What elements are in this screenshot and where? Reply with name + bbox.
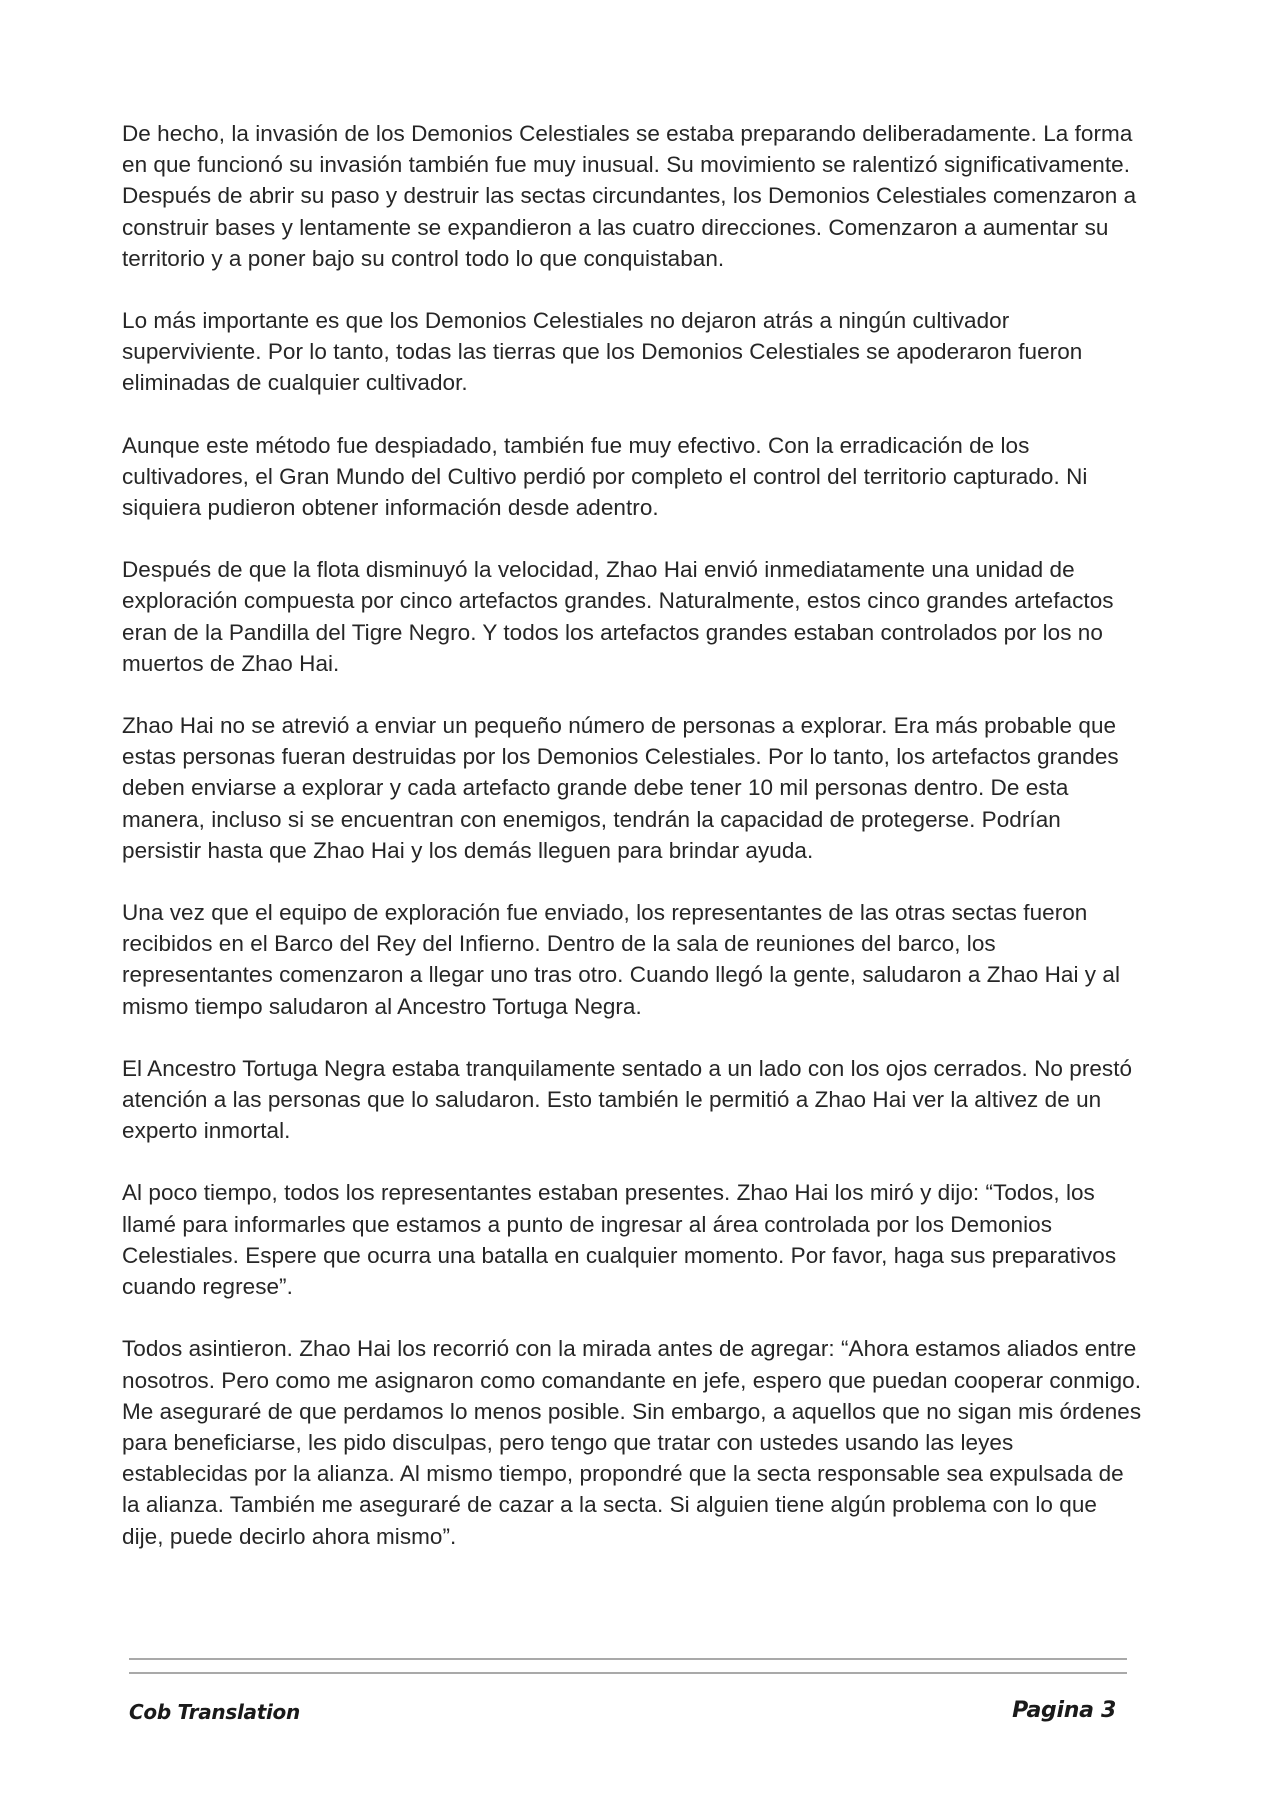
paragraph: De hecho, la invasión de los Demonios Celestiales se estaba preparando deliberadamente. La forma en que funcionó su invasión también fue muy inusual. Su movimiento se ralentizó significativamente. Después de abrir su paso y destruir las sectas circundantes, los Demonios Celestiales comenzaron a construir bases y lentamente se expandieron a las cuatro direcciones. Comenzaron a aumentar su territorio y a poner bajo su control todo lo que conquistaban.: [122, 121, 1137, 271]
paragraph: Todos asintieron. Zhao Hai los recorrió con la mirada antes de agregar: “Ahora estamos aliados entre nosotros. Pero como me asignaron como comandante en jefe, espero que puedan cooperar conmigo. Me aseguraré de que perdamos lo menos posible. Sin embargo, a aquellos que no sigan mis órdenes para beneficiarse, les pido disculpas, pero tengo que tratar con ustedes usando las leyes establecidas por la alianza. Al mismo tiempo, propondré que la secta responsable sea expulsada de la alianza. También me aseguraré de cazar a la secta. Si alguien tiene algún problema con lo que dije, puede decirlo ahora mismo”.: [122, 1336, 1142, 1549]
paragraph: Zhao Hai no se atrevió a enviar un pequeño número de personas a explorar. Era más probable que estas personas fueran destruidas por los Demonios Celestiales. Por lo tanto, los artefactos grandes deben enviarse a explorar y cada artefacto grande debe tener 10 mil personas dentro. De esta manera, incluso si se encuentran con enemigos, tendrán la capacidad de protegerse. Podrían persistir hasta que Zhao Hai y los demás lleguen para brindar ayuda.: [122, 713, 1119, 863]
footer-divider-bottom: [129, 1672, 1127, 1674]
footer-divider-top: [129, 1658, 1127, 1660]
document-body: [122, 118, 1142, 1583]
footer-translator-credit: Cob Translation: [129, 1700, 300, 1724]
paragraph: Al poco tiempo, todos los representantes estaban presentes. Zhao Hai los miró y dijo: “Todos, los llamé para informarles que estamos a punto de ingresar al área controlada por los Demonios Celestiales. Espere que ocurra una batalla en cualquier momento. Por favor, haga sus preparativos cuando regrese”.: [122, 1180, 1117, 1300]
paragraph: Lo más importante es que los Demonios Celestiales no dejaron atrás a ningún cultivador superviviente. Por lo tanto, todas las tierras que los Demonios Celestiales se apoderaron fueron eliminadas de cualquier cultivador.: [122, 308, 1083, 396]
paragraph: Una vez que el equipo de exploración fue enviado, los representantes de las otras sectas fueron recibidos en el Barco del Rey del Infierno. Dentro de la sala de reuniones del barco, los representantes comenzaron a llegar uno tras otro. Cuando llegó la gente, saludaron a Zhao Hai y al mismo tiempo saludaron al Ancestro Tortuga Negra.: [122, 900, 1121, 1019]
paragraph: El Ancestro Tortuga Negra estaba tranquilamente sentado a un lado con los ojos cerrados. No prestó atención a las personas que lo saludaron. Esto también le permitió a Zhao Hai ver la altivez de un experto inmortal.: [122, 1055, 1133, 1144]
paragraph: Aunque este método fue despiadado, también fue muy efectivo. Con la erradicación de los cultivadores, el Gran Mundo del Cultivo perdió por completo el control del territorio capturado. Ni siquiera pudieron obtener información desde adentro.: [122, 432, 1088, 521]
paragraph: Después de que la flota disminuyó la velocidad, Zhao Hai envió inmediatamente una unidad de exploración compuesta por cinco artefactos grandes. Naturalmente, estos cinco grandes artefactos eran de la Pandilla del Tigre Negro. Y todos los artefactos grandes estaban controlados por los no muertos de Zhao Hai.: [122, 557, 1114, 676]
footer-page-number: Pagina 3: [1012, 1698, 1116, 1723]
